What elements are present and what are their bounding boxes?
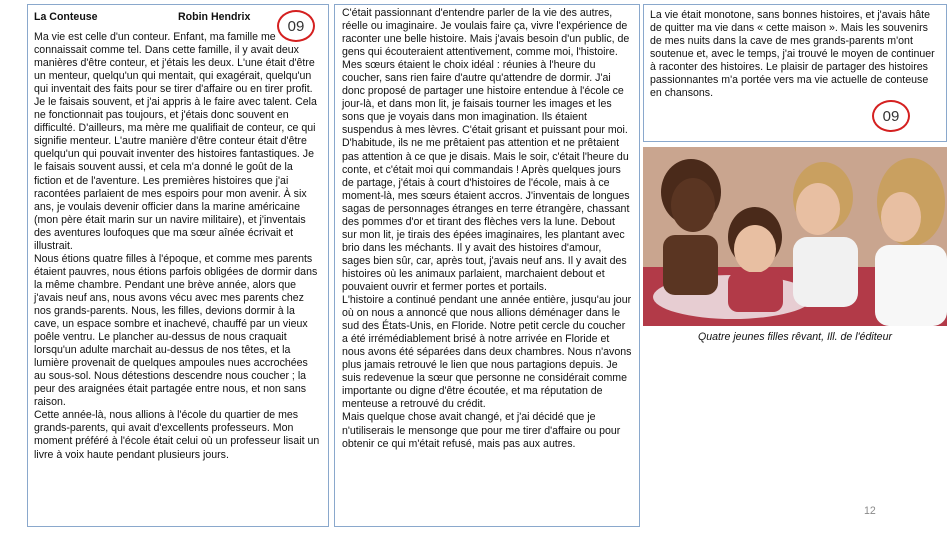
- illustration-svg: [643, 147, 947, 326]
- story-title: La Conteuse: [34, 11, 98, 23]
- girl-left-face: [671, 178, 715, 232]
- girl-left-body: [663, 235, 718, 295]
- girl-right-center-face: [796, 183, 840, 235]
- text-column-1: [27, 4, 329, 527]
- image-caption: Quatre jeunes filles rêvant, Ill. de l'éditeur: [698, 331, 892, 343]
- author-name: Robin Hendrix: [178, 11, 251, 23]
- girl-right-center-body: [793, 237, 858, 307]
- girl-far-right-body: [875, 245, 947, 326]
- girl-far-right-face: [881, 192, 921, 242]
- illustration-four-girls: [643, 147, 947, 326]
- column-2-text: C'était passionnant d'entendre parler de la vie des autres, réelle ou imaginaire. Je voulais faire ça, vivre l'expérience de raconter une belle histoire. Mais j'avais besoin d'un public, de gens qui écouteraient attentivement, comme moi, l'histoire. Mes sœurs étaient le choix idéal : réunies à l'heure du coucher, sans rien faire d'autre qu'attendre de dormir. J'ai donc proposé de partager une histoire entendue à l'école ce jour-là, et dans mon lit, je faisais tourner les images et les sons que je voyais dans mon imagination. Ils étaient suspendus à mes lèvres. C'était grisant et puissant pour moi. D'habitude, ils ne me prêtaient pas attention et ne prêtaient pas attention à ce que je disais. Mais le soir, c'était l'heure du conte, et c'était moi qui commandais ! Après quelques jours de partage, j'étais à court d'histoires de l'école, mais à ce moment-là, mes sœurs étaient accros. J'inventais de longues sagas de personnages étranges en terre étrangère, chassant des pommes d'or et tirant des flèches vers la lune. Debout sur mon lit, je tirais des épées imaginaires, les plantant avec brio dans les méchants. Il y avait des histoires d'amour, sages bien sûr, car, après tout, j'avais neuf ans. Il y avait des histoires où les animaux parlaient, marchaient debout et pouvaient ouvrir et fermer portes et portails. L'histoire a continué pendant une année entière, jusqu'au jour où on nous a annoncé que nous allions déménager dans le sud des États-Unis, en Floride. Notre petit cercle du coucher a été irrémédiablement brisé à notre arrivée en Floride et nous avons été séparées dans deux chambres. Nous n'avons plus jamais retrouvé le lien que nous partagions depuis. Je suis redevenue la sœur que personne ne considérait comme importante ou digne d'être écoutée, et ma réputation de menteuse a retrouvé du crédit. Mais quelque chose avait changé, et j'ai décidé que je n'utiliserais le mensonge que pour me tirer d'affaire ou pour obtenir ce qui m'était refusé, mais pas aux autres.: [342, 7, 632, 450]
- girl-center-face: [734, 225, 776, 273]
- girl-center-body: [728, 272, 783, 312]
- page-badge-top: 09: [277, 10, 315, 42]
- text-column-2: [334, 4, 640, 527]
- page-badge-right: 09: [872, 100, 910, 132]
- column-1-text: Ma vie est celle d'un conteur. Enfant, ma famille me connaissait comme tel. Dans cette famille, il y avait deux manières d'être conteur, et j'étais les deux. L'une était d'être un menteur, quelqu'un qui mentait, qui exagérait, quelqu'un qui inventait des faits pour se tirer d'affaire ou en tirer profit. Je le faisais souvent, et j'ai appris à le faire avec talent. Cela ne fonctionnait pas toujours, et j'étais donc souvent en difficulté. D'ailleurs, ma mère me qualifiait de conteur, ce qui signifie menteur. L'autre manière d'être conteur était d'être quelqu'un qui pouvait inventer des histoires fantastiques. Je le faisais souvent aussi, et cela m'a donné le goût de la fiction et de l'aventure. Les premières histoires que j'ai racontées parlaient de mes espoirs pour mon avenir. À six ans, je voulais devenir officier dans la marine américaine (mon père était marin sur un navire militaire), et j'inventais des aventures loufoques que ma sœur aînée écrivait et illustrait. Nous étions quatre filles à l'époque, et comme mes parents étaient pauvres, nous étions parfois obligées de dormir dans la même chambre. Pendant une brève année, alors que j'avais neuf ans, nous avons vécu avec mes parents chez nos grands-parents. Nous, les filles, devions dormir à la cave, un espace sombre et inachevé, chauffé par un vieux poêle ventru. Le plancher au-dessus de nous craquait lorsqu'un adulte marchait au-dessus de nos têtes, et la lumière provenait de quelques ampoules nues accrochées au sous-sol. Nous détestions descendre nous coucher ; la peur des araignées était partagée entre nous, et non sans raison. Cette année-là, nous allions à l'école du quartier de mes grands-parents, qui avait d'excellents professeurs. Mon moment préféré à l'école était celui où un professeur lisait un livre à voix haute pendant plusieurs jours.: [34, 31, 320, 461]
- page-number: 12: [864, 505, 876, 517]
- column-3-text: La vie était monotone, sans bonnes histoires, et j'avais hâte de quitter ma vie dans « cette maison ». Mais les souvenirs de mes nuits dans la cave de mes grands-parents m'ont soutenue et, avec le temps, j'ai trouvé le moyen de continuer à raconter des histoires. Le plaisir de partager des histoires passionnantes m'a portée vers ma vie actuelle de conteuse en chansons.: [650, 9, 935, 100]
